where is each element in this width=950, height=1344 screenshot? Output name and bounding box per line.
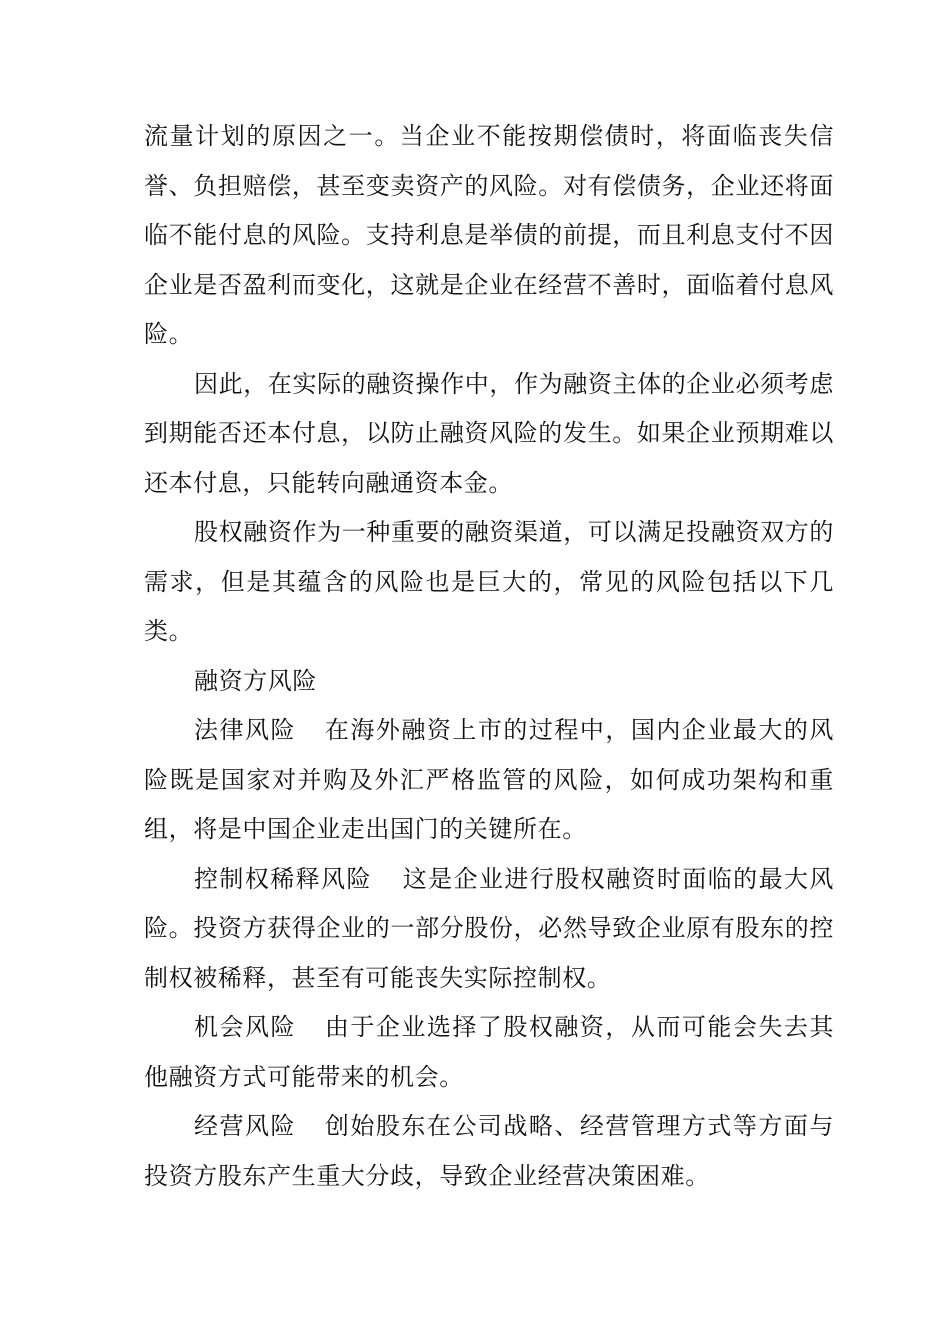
- section-heading-financier-risk: 融资方风险: [194, 666, 317, 695]
- risk-text-operating: 创始股东在公司战略、经营管理方式等方面与投资方股东产生重大分歧，导致企业经营决策困难。: [144, 1112, 834, 1190]
- risk-item-legal: [144, 706, 834, 855]
- risk-item-control-dilution: [144, 855, 834, 1004]
- document-body: [144, 112, 834, 1201]
- risk-text-control-dilution: 这是企业进行股权融资时面临的最大风险。投资方获得企业的一部分股份，必然导致企业原有股东的控制权被稀释，甚至有可能丧失实际控制权。: [144, 864, 834, 992]
- risk-item-operating: [144, 1102, 834, 1201]
- paragraph-therefore: 因此，在实际的融资操作中，作为融资主体的企业必须考虑到期能否还本付息，以防止融资风险的发生。如果企业预期难以还本付息，只能转向融通资本金。: [144, 369, 834, 497]
- paragraph-continuation: 流量计划的原因之一。当企业不能按期偿债时，将面临丧失信誉、负担赔偿，甚至变卖资产的风险。对有偿债务，企业还将面临不能付息的风险。支持利息是举债的前提，而且利息支付不因企业是否盈利而变化，这就是企业在经营不善时，面临着付息风险。: [144, 122, 834, 348]
- risk-text-opportunity: 由于企业选择了股权融资，从而可能会失去其他融资方式可能带来的机会。: [144, 1013, 834, 1091]
- risk-term-opportunity: 机会风险: [194, 1013, 296, 1041]
- risk-term-legal: 法律风险: [194, 716, 296, 744]
- risk-item-opportunity: [144, 1003, 834, 1102]
- paragraph-equity-financing: 股权融资作为一种重要的融资渠道，可以满足投融资双方的需求，但是其蕴含的风险也是巨大的，常见的风险包括以下几类。: [144, 518, 834, 645]
- risk-text-legal: 在海外融资上市的过程中，国内企业最大的风险既是国家对并购及外汇严格监管的风险，如何成功架构和重组，将是中国企业走出国门的关键所在。: [144, 716, 834, 843]
- risk-term-control-dilution: 控制权稀释风险: [194, 864, 372, 893]
- risk-term-operating: 经营风险: [194, 1112, 296, 1140]
